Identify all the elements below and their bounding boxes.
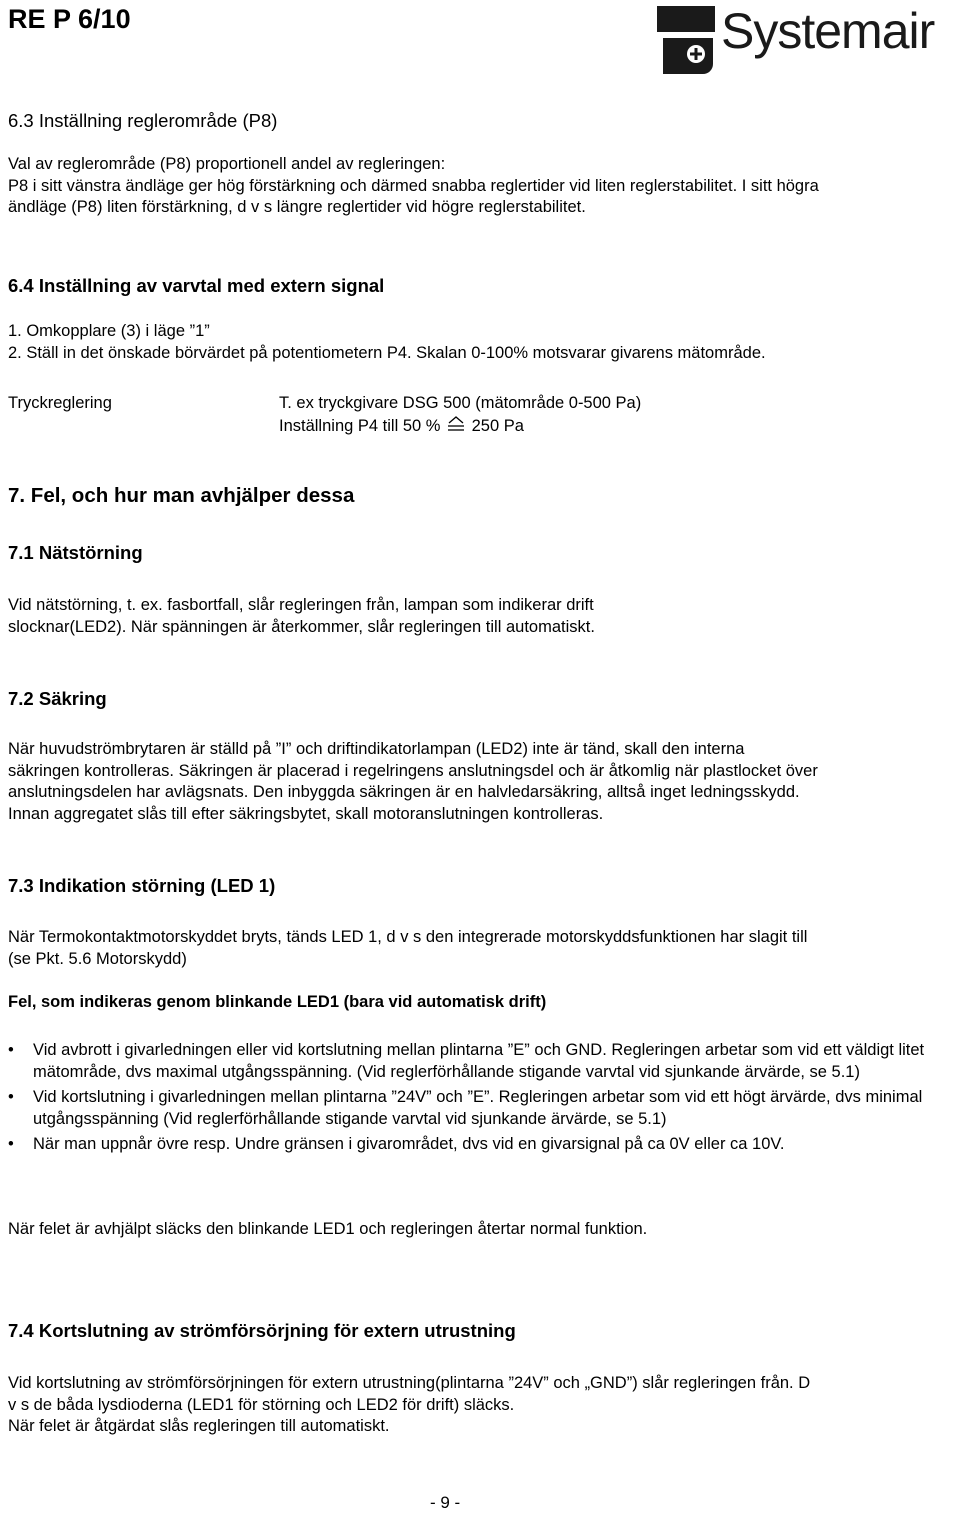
document-code: RE P 6/10 [8,4,131,34]
text-line: Val av reglerområde (P8) proportionell andel av regleringen: [8,155,446,173]
section-7-1-body [8,595,956,638]
section-7-4-body [8,1373,956,1438]
led1-fault-list [8,1040,956,1160]
text-line: (se Pkt. 5.6 Motorskydd) [8,949,187,968]
logo-wordmark: Systemair [721,3,935,59]
pressure-control-label: Tryckreglering [8,394,112,412]
systemair-logo [655,2,955,74]
led1-closing-text: När felet är avhjälpt släcks den blinkande LED1 och regleringen återtar normal funktion. [8,1220,648,1238]
section-6-3-body [8,154,956,219]
section-7-2-heading: 7.2 Säkring [8,688,107,709]
text-line: anslutningsdelen har avlägsnats. Den inbyggda säkringen är en halvledarsäkring, alltså inget ledningsskydd. [8,783,800,801]
example-line-2 [279,415,524,436]
bullet-icon: • [8,1135,14,1153]
text-line: Innan aggregatet slås till efter säkringsbytet, skall motoranslutningen kontrolleras. [8,804,604,823]
text-line: ändläge (P8) liten förstärkning, d v s längre reglertider vid högre reglerstabilitet. [8,198,586,216]
page-number: - 9 - [430,1493,461,1512]
step-2: 2. Ställ in det önskade börvärdet på potentiometern P4. Skalan 0-100% motsvarar givarens mätområde. [8,344,766,362]
logo-mark-icon [655,2,721,74]
pressure-value: 250 Pa [471,417,524,435]
text-line: slocknar(LED2). När spänningen är återkommer, slår regleringen till automatiskt. [8,617,595,636]
example-line-1: T. ex tryckgivare DSG 500 (mätområde 0-500 Pa) [279,394,642,412]
step-1: 1. Omkopplare (3) i läge ”1” [8,322,210,340]
list-item-text: Vid avbrott i givarledningen eller vid kortslutning mellan plintarna ”E” och GND. Regleringen arbetar som vid ett väldigt litet mätområde, dvs maximal utgångsspänning. (Vid reglerförhållande stigande varvtal vid sjunkande ärvärde, se 5.1) [33,1041,925,1081]
text-line: När Termokontaktmotorskyddet bryts, tänds LED 1, d v s den integrerade motorskyddsfunktionen har slagit till [8,928,808,946]
list-item [8,1087,956,1130]
section-7-3-body [8,927,956,970]
section-7-3-heading: 7.3 Indikation störning (LED 1) [8,875,276,896]
list-item [8,1134,956,1156]
section-7-2-body [8,739,956,825]
section-7-1-heading: 7.1 Nätstörning [8,542,143,563]
section-7-4-heading: 7.4 Kortslutning av strömförsörjning för extern utrustning [8,1320,516,1341]
led1-fault-subheading: Fel, som indikeras genom blinkande LED1 (bara vid automatisk drift) [8,993,547,1011]
text-line: Vid kortslutning av strömförsörjningen för extern utrustning(plintarna ”24V” och „GND”) slår regleringen från. D [8,1374,811,1392]
list-item-text: Vid kortslutning i givarledningen mellan plintarna ”24V” och ”E”. Regleringen arbetar som vid ett högt ärvärde, dvs minimal utgångsspänning (Vid reglerförhållande stigande varvtal vid sjunkande ärvärde, se 5.1) [33,1088,923,1128]
section-7-heading: 7. Fel, och hur man avhjälper dessa [8,484,355,507]
text-line: P8 i sitt vänstra ändläge ger hög förstärkning och därmed snabba reglertider vid liten reglerstabilitet. I sitt högra [8,176,819,195]
corresponds-to-icon [445,415,467,433]
text-line: Vid nätstörning, t. ex. fasbortfall, slår regleringen från, lampan som indikerar drift [8,596,594,614]
setting-text: Inställning P4 till 50 % [279,417,441,435]
section-6-3-heading: 6.3 Inställning reglerområde (P8) [8,110,278,131]
bullet-icon: • [8,1088,14,1106]
text-line: v s de båda lysdioderna (LED1 för störning och LED2 för drift) släcks. [8,1395,515,1414]
section-6-4-heading: 6.4 Inställning av varvtal med extern signal [8,275,385,296]
bullet-icon: • [8,1041,14,1059]
text-line: När felet är åtgärdat slås regleringen till automatiskt. [8,1417,390,1435]
text-line: säkringen kontrolleras. Säkringen är placerad i regelringens anslutningsdel och är åtkomlig när plastlocket över [8,761,818,780]
list-item [8,1040,956,1083]
text-line: När huvudströmbrytaren är ställd på ”I” och driftindikatorlampan (LED2) inte är tänd, skall den interna [8,740,745,758]
list-item-text: När man uppnår övre resp. Undre gränsen i givarområdet, dvs vid en givarsignal på ca 0V eller ca 10V. [33,1135,785,1153]
